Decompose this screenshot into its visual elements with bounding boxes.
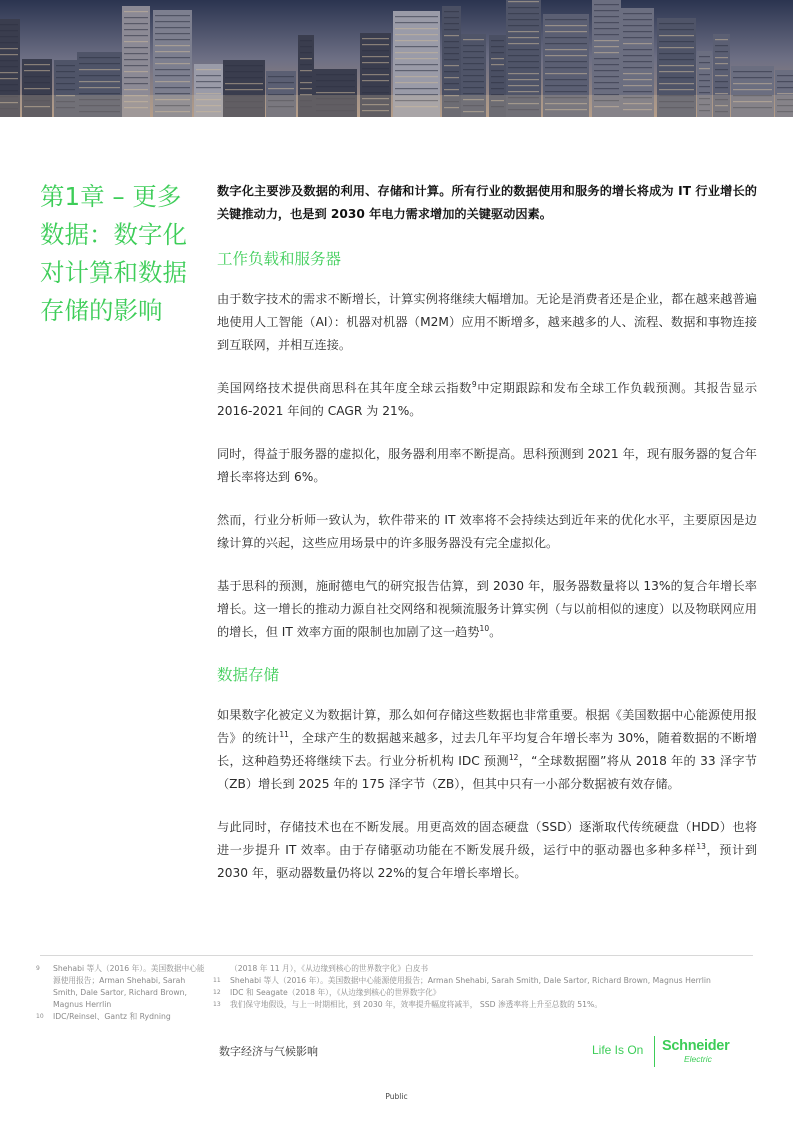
building-window-row (623, 91, 652, 92)
building-window-row (508, 61, 539, 62)
building-window-row (362, 56, 389, 57)
building-window-row (594, 64, 619, 65)
building-window-row (124, 77, 148, 78)
building-window-row (545, 61, 587, 62)
building-window-row (623, 55, 652, 56)
building-window-row (79, 87, 120, 88)
building-window-row (300, 64, 312, 65)
building-window-row (659, 23, 694, 24)
building-window-row (395, 88, 438, 89)
building-window-row (508, 43, 539, 44)
building-window-row (623, 73, 652, 74)
building-window-row (268, 82, 294, 83)
workload-paragraph-2: 美国网络技术提供商思科在其年度全球云指数$^9$中定期跟踪和发布全球工作负载预测。其报告显示 2016-2021 年间的 CAGR 为 21%。 (217, 379, 758, 418)
building-window-row (545, 79, 587, 80)
building-window-row (395, 16, 438, 17)
building-window-row (395, 52, 438, 53)
storage-paragraph-2: 与此同时，存储技术也在不断发展。用更高效的固态硬盘（SSD）逐渐取代传统硬盘（HDD）也将进一步提升 IT 效率。由于存储驱动功能在不断发展升级，运行中的驱动器也多种多样$^{13}$，预计到 2030 年，驱动器数量仍将以 22%的复合年增长率增长。 (217, 820, 758, 880)
building-window-row (715, 39, 728, 40)
building-window-row (24, 70, 50, 71)
building-window-row (316, 86, 355, 87)
footnote-item: 9 Shehabi 等人（2016 年）。美国数据中心能源使用报告；Arman Shehabi, Sarah Smith, Dale Sartor, Richard Brown, Magnus Herrlin (36, 964, 205, 1009)
building-window-row (0, 54, 18, 55)
building-window-row (124, 11, 148, 12)
building-window-row (56, 89, 75, 90)
building-window-row (699, 62, 710, 63)
building-window-row (463, 69, 484, 70)
building-window-row (699, 92, 710, 93)
building-window-row (508, 1, 539, 2)
building-window-row (444, 53, 459, 54)
building-window-row (124, 71, 148, 72)
building-window-row (56, 77, 75, 78)
building-window-row (508, 19, 539, 20)
building-window-row (733, 77, 772, 78)
footnote-ref-12[interactable]: 12 (508, 752, 519, 762)
building-window-row (300, 76, 312, 77)
workload-paragraph-3: 同时，得益于服务器的虚拟化，服务器利用率不断提高。思科预测到 2021 年，现有服务器的复合年增长率将达到 6%。 (217, 447, 757, 484)
building-window-row (545, 31, 587, 32)
footnote-item: 13 我们保守地假设，与上一时期相比，到 2030 年，效率提升幅度将减半， SSD 渗透率将上升至总数的 51%。 (213, 1000, 603, 1009)
intro-paragraph: 数字化主要涉及数据的利用、存储和计算。所有行业的数据使用和服务的增长将成为 IT 行业增长的关键推动力，也是到 2030 年电力需求增加的关键驱动因素。 (217, 184, 757, 221)
building-window-row (699, 56, 710, 57)
building-window-row (395, 58, 438, 59)
building-window-row (659, 83, 694, 84)
building-window-row (733, 71, 772, 72)
footnotes-left (36, 963, 206, 1023)
building-window-row (300, 40, 312, 41)
life-is-on-tagline: Life Is On (592, 1043, 644, 1057)
building-window-row (777, 87, 793, 88)
building-window-row (545, 55, 587, 56)
building-window-row (395, 76, 438, 77)
building-window-row (623, 85, 652, 86)
building-window-row (715, 63, 728, 64)
building-window-row (491, 52, 504, 53)
building-window-row (79, 75, 120, 76)
building-window-row (594, 28, 619, 29)
building-window-row (362, 74, 389, 75)
building-window-row (545, 19, 587, 20)
building-window-row (395, 22, 438, 23)
building-window-row (24, 82, 50, 83)
building-window-row (594, 76, 619, 77)
building-window-row (24, 64, 50, 65)
building-window-row (715, 75, 728, 76)
building-window-row (79, 57, 120, 58)
building-window-row (124, 53, 148, 54)
skyline-illustration (0, 0, 793, 117)
building-window-row (300, 70, 312, 71)
section-heading-storage: 数据存储 (217, 666, 280, 684)
building-window-row (196, 75, 221, 76)
logo-divider (654, 1036, 655, 1067)
building-window-row (508, 85, 539, 86)
building-window-row (155, 87, 190, 88)
chapter-title: 第1章 – 更多数据：数字化对计算和数据存储的影响 (40, 182, 187, 325)
building-window-row (545, 67, 587, 68)
building-window-row (155, 33, 190, 34)
brand-name: Schneider (662, 1038, 730, 1054)
building-window-row (659, 29, 694, 30)
building-window-row (594, 82, 619, 83)
building-window-row (491, 82, 504, 83)
building-window-row (733, 89, 772, 90)
building-window-row (623, 49, 652, 50)
building-window-row (124, 23, 148, 24)
building-window-row (623, 43, 652, 44)
building-window-row (155, 51, 190, 52)
building-window-row (0, 30, 18, 31)
building-window-row (316, 74, 355, 75)
building-window-row (508, 49, 539, 50)
footnote-ref-9[interactable]: 9 (471, 379, 477, 389)
building-window-row (0, 60, 18, 61)
building-window-row (79, 63, 120, 64)
building-window-row (300, 58, 312, 59)
building-window-row (56, 65, 75, 66)
building-window-row (362, 38, 389, 39)
building-window-row (715, 69, 728, 70)
building-window-row (777, 93, 793, 94)
building-window-row (196, 69, 221, 70)
building-window-row (300, 82, 312, 83)
building-window-row (155, 39, 190, 40)
building-window-row (124, 41, 148, 42)
building-window-row (124, 29, 148, 30)
building-window-row (491, 70, 504, 71)
building-window-row (362, 68, 389, 69)
building-window-row (225, 83, 263, 84)
building-window-row (124, 65, 148, 66)
building-window-row (444, 35, 459, 36)
building-window-row (395, 46, 438, 47)
building-window-row (362, 44, 389, 45)
building-window-row (508, 55, 539, 56)
building-window-row (444, 11, 459, 12)
building-window-row (545, 91, 587, 92)
building-window-row (491, 88, 504, 89)
footnote-ref-11[interactable]: 11 (279, 729, 289, 739)
building-window-row (362, 92, 389, 93)
building-window-row (444, 29, 459, 30)
building-window-row (155, 81, 190, 82)
building-window-row (463, 93, 484, 94)
building-window-row (623, 13, 652, 14)
building-window-row (623, 37, 652, 38)
building-window-row (715, 45, 728, 46)
building-window-row (623, 31, 652, 32)
building-window-row (491, 46, 504, 47)
building-window-row (715, 87, 728, 88)
building-window-row (225, 71, 263, 72)
building-window-row (508, 7, 539, 8)
building-window-row (444, 83, 459, 84)
footnote-item: 11 Shehabi 等人（2016 年）。美国数据中心能源使用报告；Arman Shehabi, Sarah Smith, Dale Sartor, Richard Brown, Magnus Herrlin (213, 976, 711, 985)
building-window-row (444, 47, 459, 48)
footnote-item: 12 IDC 和 Seagate（2018 年），《从边缘到核心的世界数字化》 (213, 988, 441, 997)
building-window-row (623, 67, 652, 68)
building-window-row (699, 68, 710, 69)
workload-paragraph-1: 由于数字技术的需求不断增长，计算实例将继续大幅增加。无论是消费者还是企业，都在越来越普遍地使用人工智能（AI）：机器对机器（M2M）应用不断增多，越来越多的人、流程、数据和事物连接到互联网，并相互连接。 (217, 292, 757, 352)
building-window-row (659, 71, 694, 72)
building-window-row (362, 80, 389, 81)
building-window-row (79, 93, 120, 94)
building-window-row (316, 92, 355, 93)
classification-label: Public (385, 1092, 408, 1101)
building-window-row (715, 81, 728, 82)
building-window-row (463, 87, 484, 88)
building-window-row (124, 59, 148, 60)
building-window-row (395, 70, 438, 71)
building-window-row (268, 88, 294, 89)
building-window-row (594, 22, 619, 23)
building-window-row (659, 59, 694, 60)
building-window-row (463, 51, 484, 52)
footnote-continuation: （2018 年 11 月），《从边缘到核心的世界数字化》白皮书 (230, 964, 429, 973)
building-window-row (0, 66, 18, 67)
building-window-row (463, 45, 484, 46)
building-window-row (594, 16, 619, 17)
building-window-row (268, 76, 294, 77)
building-window-row (508, 67, 539, 68)
building-window-row (659, 65, 694, 66)
building-window-row (594, 70, 619, 71)
footnote-ref-13[interactable]: 13 (696, 841, 706, 851)
building-window-row (155, 93, 190, 94)
building-window-row (659, 89, 694, 90)
building-window-row (508, 79, 539, 80)
building-window-row (699, 80, 710, 81)
footer-document-title: 数字经济与气候影响 (219, 1045, 318, 1058)
building-window-row (545, 25, 587, 26)
building-window-row (395, 34, 438, 35)
building-window-row (463, 63, 484, 64)
building-window-row (508, 37, 539, 38)
building-window-row (463, 57, 484, 58)
building-window-row (124, 35, 148, 36)
building-window-row (463, 39, 484, 40)
building-window-row (594, 10, 619, 11)
building-window-row (444, 41, 459, 42)
building-window-row (362, 62, 389, 63)
building-window-row (659, 41, 694, 42)
building-window-row (508, 25, 539, 26)
building-window-row (24, 88, 50, 89)
building-window-row (155, 69, 190, 70)
building-window-row (395, 40, 438, 41)
building-window-row (594, 88, 619, 89)
building-window-row (24, 76, 50, 77)
building-window-row (508, 31, 539, 32)
workload-paragraph-4: 然而，行业分析师一致认为，软件带来的 IT 效率将不会持续达到近年来的优化水平，主要原因是边缘计算的兴起，这些应用场景中的许多服务器没有完全虚拟化。 (217, 513, 757, 550)
building-window-row (659, 35, 694, 36)
building-window-row (715, 93, 728, 94)
building-window-row (699, 86, 710, 87)
building-window-row (316, 80, 355, 81)
building-window-row (444, 23, 459, 24)
building-window-row (594, 58, 619, 59)
building-window-row (444, 59, 459, 60)
building-window-row (196, 81, 221, 82)
footnotes-right (213, 963, 753, 1011)
skyline-haze (0, 95, 793, 117)
building-window-row (545, 49, 587, 50)
building-window-row (444, 77, 459, 78)
building-window-row (155, 57, 190, 58)
building-window-row (594, 34, 619, 35)
workload-paragraph-5: 基于思科的预测，施耐德电气的研究报告估算，到 2030 年，服务器数量将以 13%的复合年增长率增长。这一增长的推动力源自社交网络和视频流服务计算实例（与以前相似的速度）以及物联网应用的增长，但 IT 效率方面的限制也加剧了这一趋势$^{10}$。 (217, 579, 757, 639)
building-window-row (155, 63, 190, 64)
building-window-row (444, 71, 459, 72)
building-window-row (777, 75, 793, 76)
building-window-row (545, 37, 587, 38)
building-window-row (0, 24, 18, 25)
building-window-row (0, 72, 18, 73)
building-window-row (594, 52, 619, 53)
building-window-row (124, 47, 148, 48)
brand-subname: Electric (684, 1054, 712, 1064)
footnote-divider (40, 955, 753, 956)
building-window-row (594, 46, 619, 47)
building-window-row (699, 74, 710, 75)
building-window-row (623, 19, 652, 20)
building-window-row (0, 90, 18, 91)
building-window-row (444, 89, 459, 90)
building-window-row (155, 27, 190, 28)
building-window-row (300, 46, 312, 47)
schneider-electric-logo (592, 1035, 752, 1069)
building-window-row (155, 45, 190, 46)
building-window-row (508, 13, 539, 14)
building-window-row (545, 85, 587, 86)
building-window-row (300, 52, 312, 53)
building-window-row (225, 89, 263, 90)
building-window-row (196, 87, 221, 88)
building-window-row (196, 93, 221, 94)
storage-paragraph-1: 如果数字化被定义为数据计算，那么如何存储这些数据也非常重要。根据《美国数据中心能源使用报告》的统计$^{11}$，全球产生的数据越来越多，过去几年平均复合年增长率为 30%，随着数据的不断增长，这种趋势还将继续下去。行业分析机构 IDC 预测$^{12}$，“全球数据圈”将从 2018 年的 33 泽字节（ZB）增长到 2025 年的 175 泽字节（ZB），但其中只有一小部分数据被有效存储。 (217, 708, 758, 791)
footnote-ref-10[interactable]: 10 (479, 623, 490, 633)
building-window-row (444, 65, 459, 66)
building-window-row (508, 73, 539, 74)
building-window-row (56, 83, 75, 84)
building-window-row (395, 28, 438, 29)
building-window-row (491, 40, 504, 41)
building-window-row (491, 64, 504, 65)
building-window-row (124, 17, 148, 18)
building-window-row (508, 91, 539, 92)
building-window-row (225, 65, 263, 66)
building-window-row (0, 84, 18, 85)
building-window-row (777, 81, 793, 82)
building-window-row (362, 50, 389, 51)
building-window-row (0, 42, 18, 43)
building-window-row (362, 86, 389, 87)
building-window-row (300, 88, 312, 89)
building-window-row (623, 79, 652, 80)
building-window-row (0, 48, 18, 49)
main-content (217, 180, 757, 885)
building-window-row (623, 61, 652, 62)
building-window-row (545, 73, 587, 74)
building-window-row (444, 17, 459, 18)
building-window-row (155, 75, 190, 76)
building-window-row (225, 77, 263, 78)
building-window-row (715, 57, 728, 58)
building-window-row (715, 51, 728, 52)
building-window-row (623, 25, 652, 26)
building-window-row (79, 69, 120, 70)
city-skyline-banner (0, 0, 793, 117)
building-window-row (79, 81, 120, 82)
building-window-row (659, 47, 694, 48)
section-heading-workload: 工作负载和服务器 (217, 250, 342, 268)
building-window-row (56, 71, 75, 72)
building-window-row (659, 77, 694, 78)
building-window-row (545, 43, 587, 44)
building-window-row (594, 4, 619, 5)
building-window-row (659, 53, 694, 54)
building-window-row (491, 58, 504, 59)
building-window-row (155, 21, 190, 22)
building-window-row (594, 40, 619, 41)
building-window-row (463, 81, 484, 82)
building-window-row (491, 76, 504, 77)
building-window-row (395, 64, 438, 65)
building-window-row (124, 83, 148, 84)
building-window-row (0, 36, 18, 37)
footnote-item: 10 IDC/Reinsel、Gantz 和 Rydning (36, 1012, 171, 1021)
building-window-row (395, 82, 438, 83)
building-window-row (155, 15, 190, 16)
building-window-row (0, 78, 18, 79)
building-window-row (463, 75, 484, 76)
building-window-row (733, 83, 772, 84)
building-window-row (124, 89, 148, 90)
